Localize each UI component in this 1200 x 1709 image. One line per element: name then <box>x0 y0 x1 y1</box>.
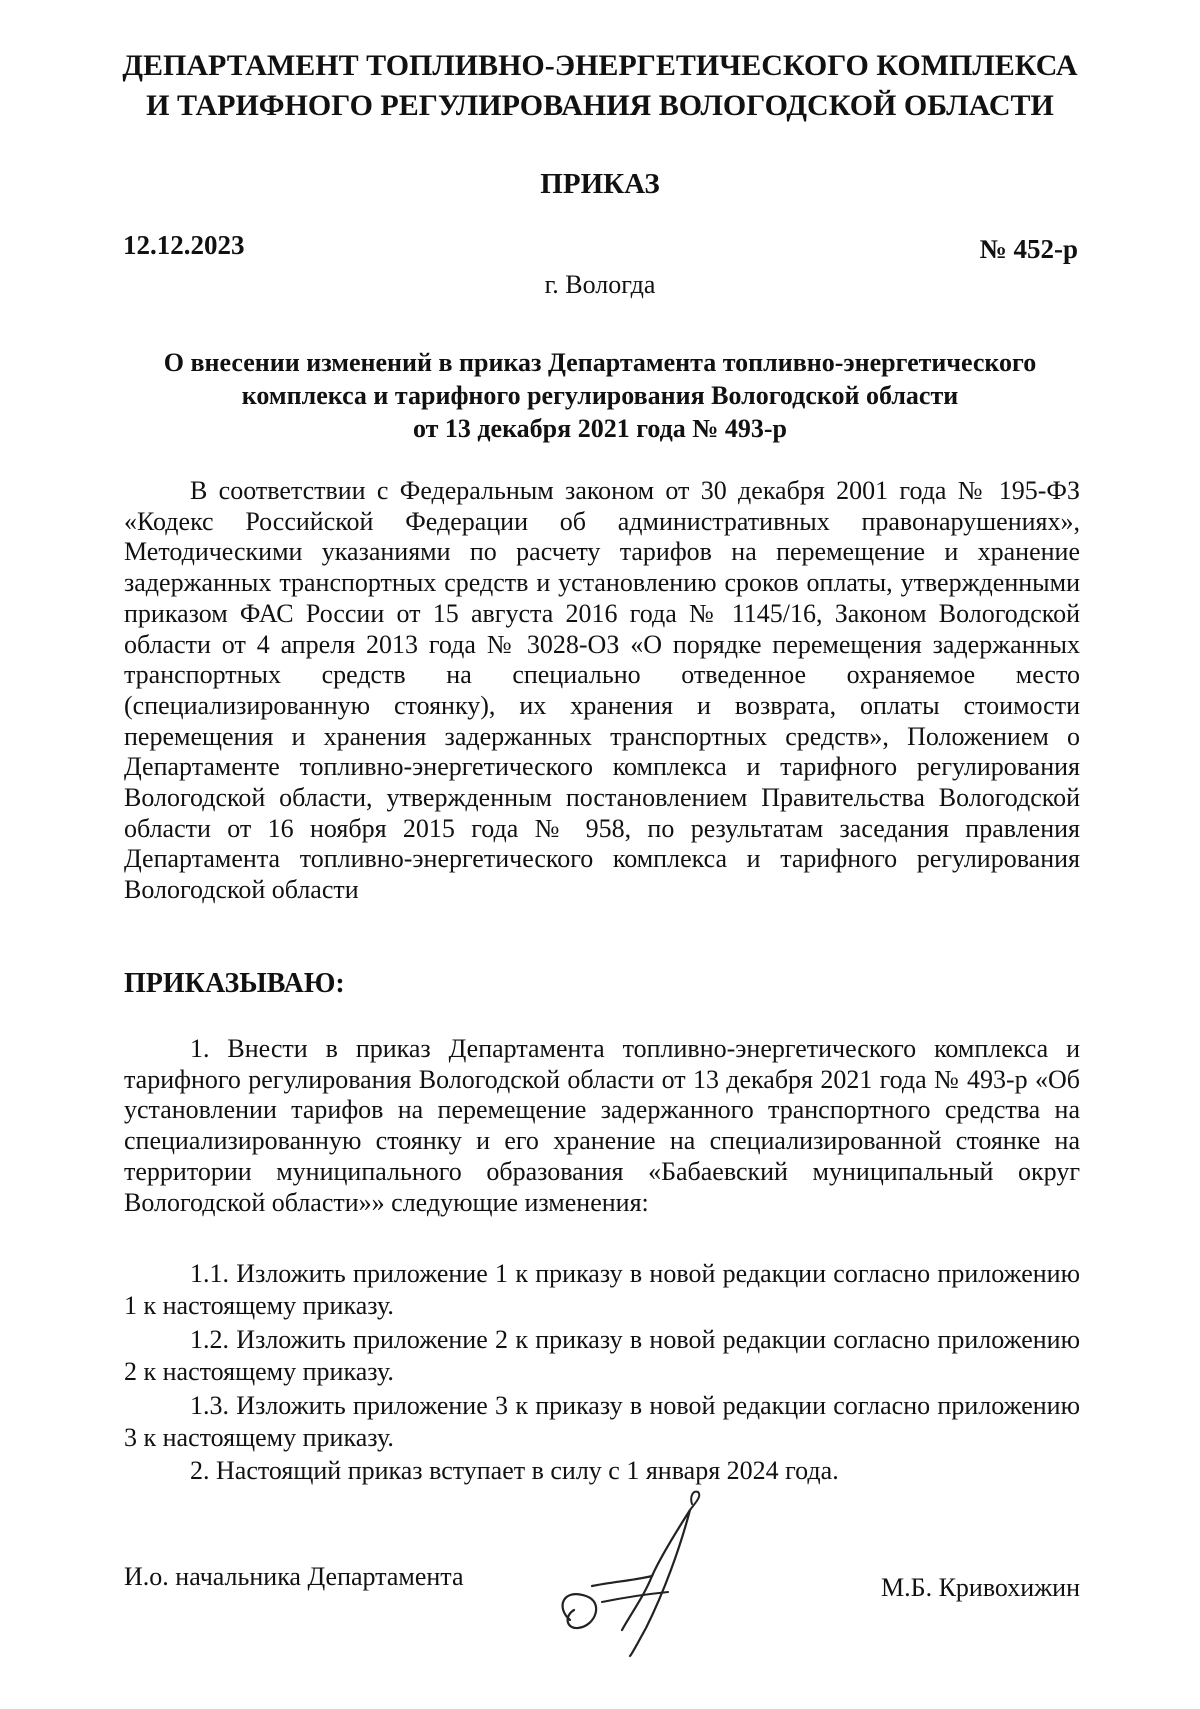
order-title: ПРИКАЗ <box>540 168 660 200</box>
item-1-1-paragraph: 1.1. Изложить приложение 1 к приказу в новой редакции согласно приложению 1 к настоящему приказу. <box>124 1259 1080 1320</box>
department-header <box>100 46 1100 126</box>
subject-line-2: комплекса и тарифного регулирования Вологодской области <box>241 381 959 410</box>
order-city: г. Вологда <box>544 270 656 299</box>
order-date: 12.12.2023 <box>123 230 245 260</box>
order-subject <box>110 346 1090 445</box>
header-line-2: И ТАРИФНОГО РЕГУЛИРОВАНИЯ ВОЛОГОДСКОЙ ОБЛАСТИ <box>146 89 1054 122</box>
preamble-paragraph: В соответствии с Федеральным законом от 30 декабря 2001 года № 195-ФЗ «Кодекс Российской Федерации об административных правонарушениях», Методическими указаниями по расчету тарифов на перемещение и хранение задержанных транспортных средств и установлению сроков оплаты, утвержденными приказом ФАС России от 15 августа 2016 года № 1145/16, Законом Вологодской области от 4 апреля 2013 года № 3028-ОЗ «О порядке перемещения задержанных транспортных средств на специально отведенное охраняемое место (специализированную стоянку), их хранения и возврата, оплаты стоимости перемещения и хранения задержанных транспортных средств», Положением о Департаменте топливно-энергетического комплекса и тарифного регулирования Вологодской области, утвержденным постановлением Правительства Вологодской области от 16 ноября 2015 года № 958, по результатам заседания правления Департамента топливно-энергетического комплекса и тарифного регулирования Вологодской области <box>124 476 1080 905</box>
item-2-paragraph: 2. Настоящий приказ вступает в силу с 1 января 2024 года. <box>190 1456 839 1485</box>
subject-line-3: от 13 декабря 2021 года № 493-р <box>412 414 788 443</box>
item-1-2-paragraph: 1.2. Изложить приложение 2 к приказу в новой редакции согласно приложению 2 к настоящему приказу. <box>124 1325 1080 1386</box>
subject-line-1: О внесении изменений в приказ Департамента топливно-энергетического <box>163 348 1037 377</box>
handwritten-signature <box>552 1488 732 1658</box>
item-1-3-paragraph: 1.3. Изложить приложение 3 к приказу в новой редакции согласно приложению 3 к настоящему приказу. <box>124 1391 1080 1452</box>
order-number: № 452-р <box>979 234 1078 264</box>
item-1-paragraph: 1. Внести в приказ Департамента топливно-энергетического комплекса и тарифного регулирования Вологодской области от 13 декабря 2021 года № 493-р «Об установлении тарифов на перемещение задержанного транспортного средства на специализированную стоянку и его хранение на специализированной стоянке на территории муниципального образования «Бабаевский муниципальный округ Вологодской области»» следующие изменения: <box>124 1034 1080 1217</box>
signatory-name: М.Б. Кривохижин <box>881 1573 1080 1602</box>
header-line-1: ДЕПАРТАМЕНТ ТОПЛИВНО-ЭНЕРГЕТИЧЕСКОГО КОМПЛЕКСА <box>122 49 1078 82</box>
decree-word: ПРИКАЗЫВАЮ: <box>124 968 345 999</box>
signatory-role: И.о. начальника Департамента <box>124 1562 464 1591</box>
